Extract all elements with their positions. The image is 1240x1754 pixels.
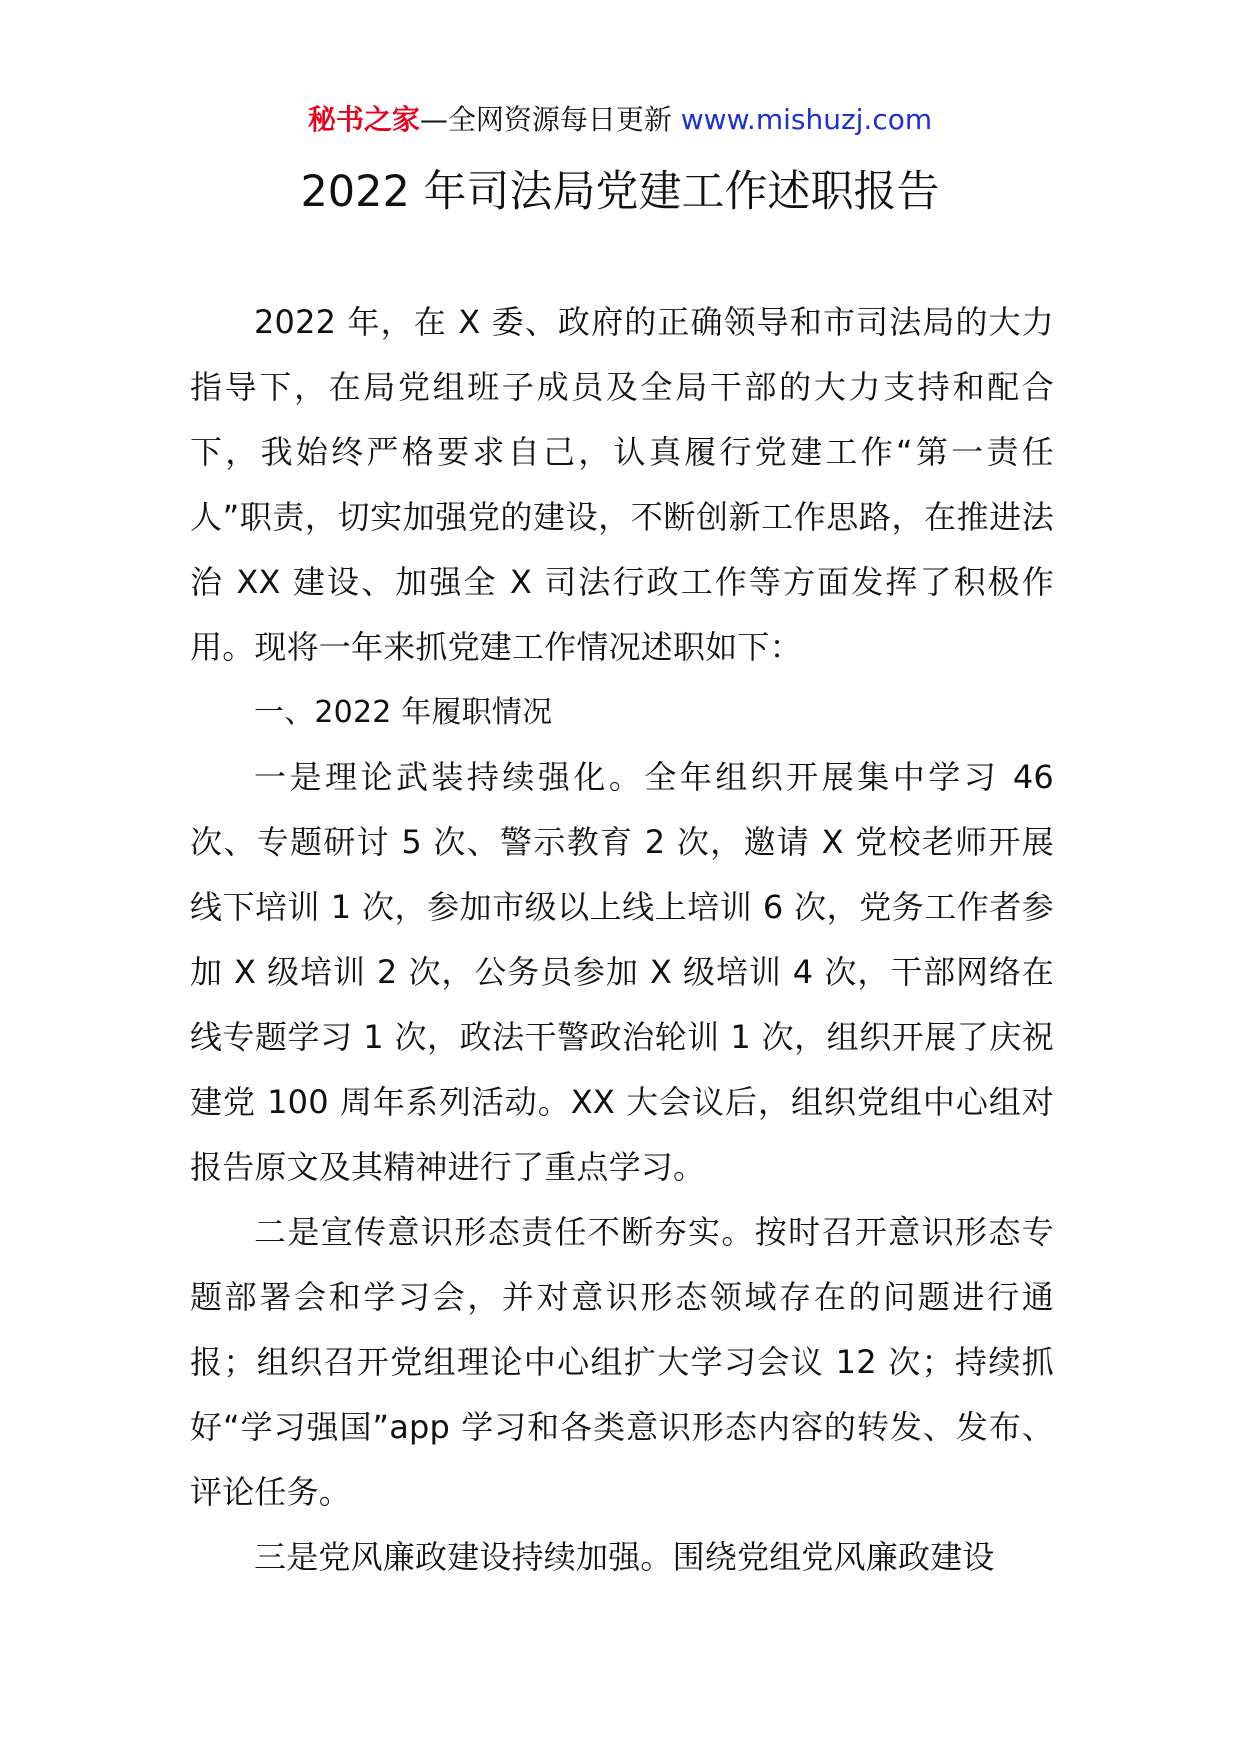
- document-title: 2022 年司法局党建工作述职报告: [300, 167, 940, 217]
- header-tagline: —全网资源每日更新: [419, 103, 681, 136]
- body-paragraph-integrity: 三是党风廉政建设持续加强。围绕党组党风廉政建设: [254, 1538, 995, 1576]
- site-header: [0, 100, 1240, 140]
- section-heading: 一、2022 年履职情况: [254, 695, 553, 730]
- body-paragraph-ideology: 二是宣传意识形态责任不断夯实。按时召开意识形态专题部署会和学习会，并对意识形态领域存在的问题进行通报；组织召开党组理论中心组扩大学习会议 12 次；持续抓好“学习强国”app 学习和各类意识形态内容的转发、发布、评论任务。: [190, 1213, 1054, 1511]
- intro-paragraph: 2022 年，在 X 委、政府的正确领导和市司法局的大力指导下，在局党组班子成员及全局干部的大力支持和配合下，我始终严格要求自己，认真履行党建工作“第一责任人”职责，切实加强党的建设，不断创新工作思路，在推进法治 XX 建设、加强全 X 司法行政工作等方面发挥了积极作用。现将一年来抓党建工作情况述职如下：: [190, 303, 1054, 666]
- document-body: [190, 290, 1054, 1590]
- body-paragraph-theory: 一是理论武装持续强化。全年组织开展集中学习 46 次、专题研讨 5 次、警示教育 2 次，邀请 X 党校老师开展线下培训 1 次，参加市级以上线上培训 6 次，党务工作者参加 X 级培训 2 次，公务员参加 X 级培训 4 次，干部网络在线专题学习 1 次，政法干警政治轮训 1 次，组织开展了庆祝建党 100 周年系列活动。XX 大会议后，组织党组中心组对报告原文及其精神进行了重点学习。: [190, 758, 1054, 1186]
- brand-name: 秘书之家: [307, 103, 420, 136]
- site-url-link[interactable]: www.mishuzj.com: [680, 103, 933, 136]
